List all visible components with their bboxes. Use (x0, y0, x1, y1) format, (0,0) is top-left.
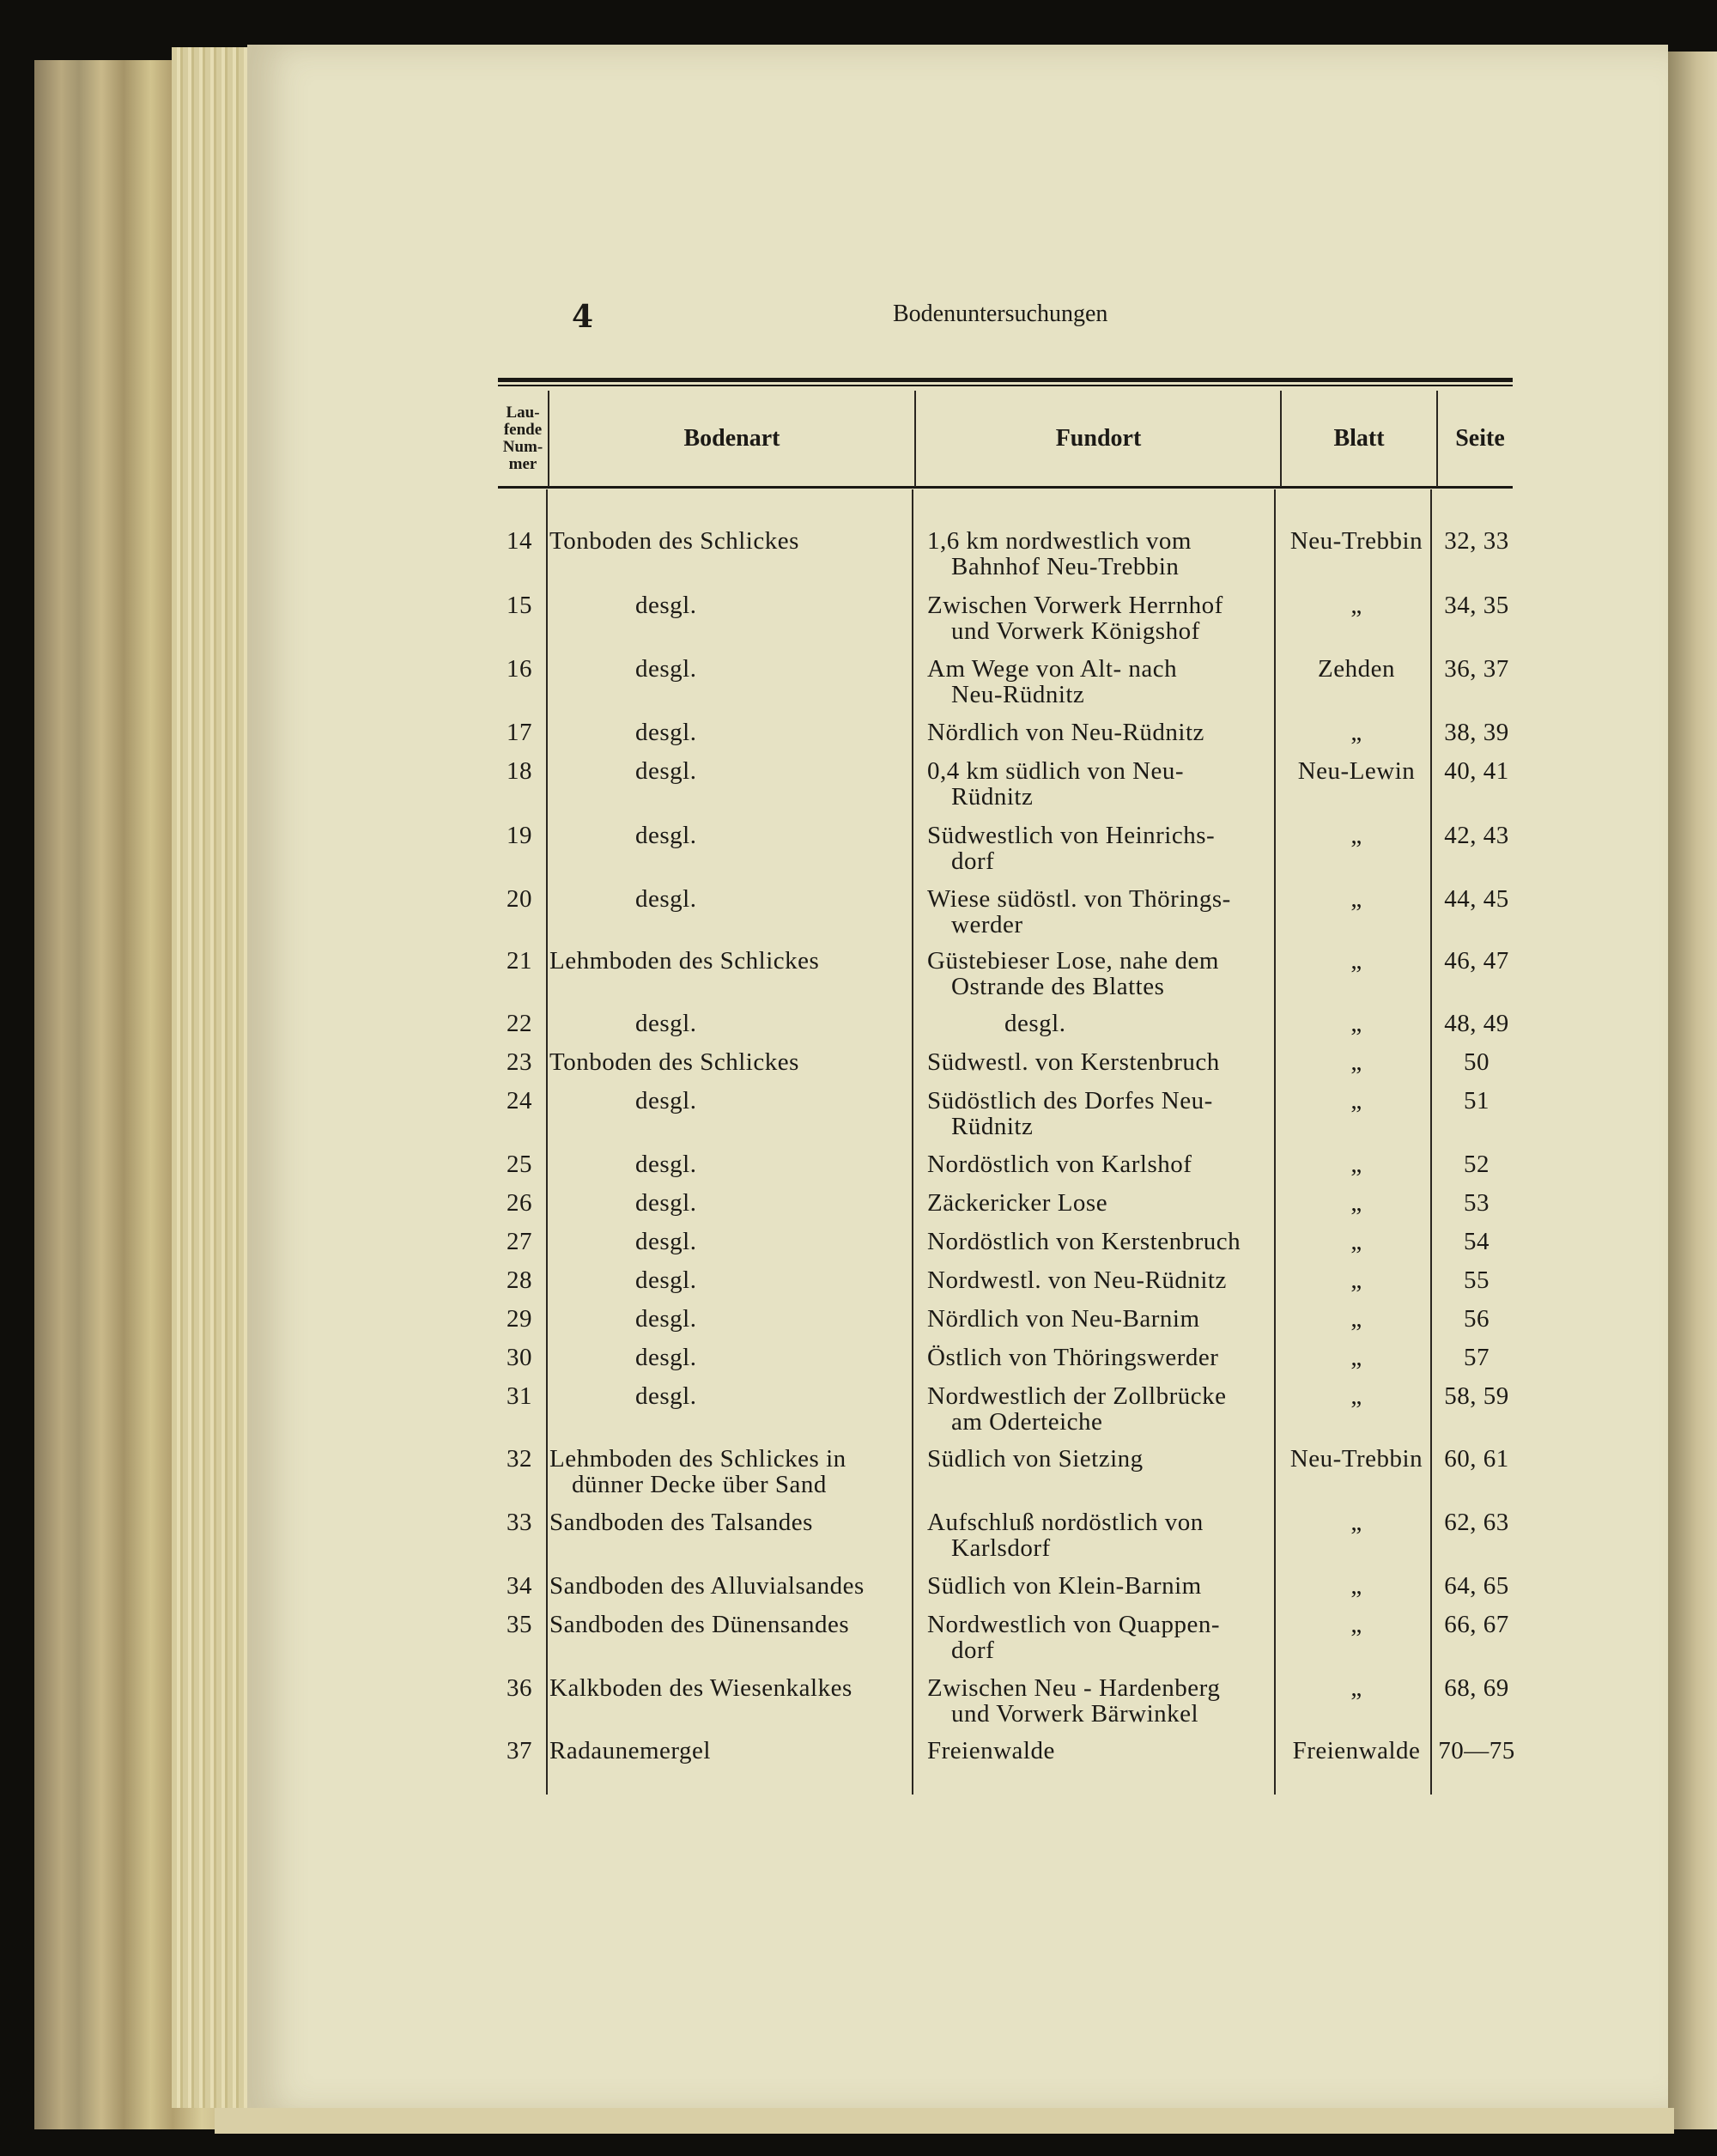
bodenart-line: desgl. (635, 1010, 697, 1037)
fundort-line: Aufschluß nordöstlich von (927, 1509, 1204, 1536)
col-header-num-line: mer (508, 455, 537, 473)
blatt-cell: „ (1350, 885, 1362, 913)
bodenart-cell (549, 1088, 910, 1114)
fundort-line: Rüdnitz (951, 783, 1034, 811)
bodenart-line: desgl. (635, 1344, 697, 1371)
blatt-cell: „ (1350, 1344, 1362, 1371)
bodenart-cell (549, 720, 910, 745)
fundort-cell (927, 1446, 1271, 1472)
fundort-line: Nördlich von Neu-Rüdnitz (927, 719, 1204, 746)
book-page (247, 45, 1668, 2114)
row-number: 29 (507, 1305, 532, 1333)
bodenart-cell (549, 948, 910, 974)
fundort-cell (927, 1509, 1271, 1561)
fundort-line: Südlich von Klein-Barnim (927, 1572, 1202, 1600)
bottom-edge (215, 2108, 1674, 2134)
row-number: 35 (507, 1611, 532, 1638)
col-header-num (498, 391, 548, 487)
bodenart-line: Lehmboden des Schlickes (549, 947, 820, 975)
bodenart-line: desgl. (635, 757, 697, 785)
seite-cell: 42, 43 (1444, 822, 1509, 849)
fundort-line: Rüdnitz (951, 1113, 1034, 1140)
fundort-line: Nördlich von Neu-Barnim (927, 1305, 1200, 1333)
fundort-line: 1,6 km nordwestlich vom (927, 527, 1192, 555)
fundort-cell (927, 656, 1271, 708)
row-number: 19 (507, 822, 532, 849)
fundort-cell (927, 1267, 1271, 1293)
fundort-line: Neu-Rüdnitz (951, 681, 1085, 708)
bodenart-cell (549, 1509, 910, 1535)
bodenart-line: desgl. (635, 1228, 697, 1255)
blatt-cell: „ (1350, 1048, 1362, 1076)
row-number: 17 (507, 719, 532, 746)
fundort-line: Freienwalde (927, 1737, 1055, 1764)
fundort-cell (927, 1049, 1271, 1075)
row-number: 20 (507, 885, 532, 913)
bodenart-cell (549, 758, 910, 784)
header-rule-top-thin (498, 385, 1513, 386)
col-header-fundort: Fundort (1055, 425, 1142, 452)
bodenart-line: desgl. (635, 822, 697, 849)
seite-cell: 48, 49 (1444, 1010, 1509, 1037)
seite-cell: 58, 59 (1444, 1382, 1509, 1410)
bodenart-cell (549, 886, 910, 912)
bodenart-cell (549, 1151, 910, 1177)
bodenart-line: desgl. (635, 885, 697, 913)
bodenart-line: desgl. (635, 1305, 697, 1333)
fundort-line: Zäckericker Lose (927, 1189, 1108, 1217)
blatt-cell: „ (1350, 1189, 1362, 1217)
row-number: 32 (507, 1445, 532, 1473)
bodenart-cell (549, 1190, 910, 1216)
blatt-cell: „ (1350, 1611, 1362, 1638)
bodenart-cell (549, 1049, 910, 1075)
bodenart-line: Sandboden des Talsandes (549, 1509, 813, 1536)
fundort-cell (927, 1675, 1271, 1727)
blatt-cell: „ (1350, 1087, 1362, 1114)
row-number: 21 (507, 947, 532, 975)
bodenart-cell (549, 1229, 910, 1254)
fundort-cell (927, 1738, 1271, 1764)
row-number: 14 (507, 527, 532, 555)
row-number: 33 (507, 1509, 532, 1536)
bodenart-line: Sandboden des Alluvialsandes (549, 1572, 865, 1600)
fundort-line: Wiese südöstl. von Thörings- (927, 885, 1231, 913)
page-title: Bodenuntersuchungen (893, 301, 1108, 327)
row-number: 37 (507, 1737, 532, 1764)
bodenart-cell (549, 1306, 910, 1332)
row-number: 22 (507, 1010, 532, 1037)
bodenart-cell (549, 823, 910, 848)
facing-page-edge (1665, 52, 1717, 2129)
column-divider (912, 489, 913, 1795)
row-number: 31 (507, 1382, 532, 1410)
row-number: 25 (507, 1151, 532, 1178)
col-header-num-line: Num- (502, 438, 543, 456)
seite-cell: 55 (1464, 1266, 1489, 1294)
fundort-cell (927, 948, 1271, 999)
row-number: 26 (507, 1189, 532, 1217)
seite-cell: 57 (1464, 1344, 1489, 1371)
seite-cell: 68, 69 (1444, 1674, 1509, 1702)
header-divider (1436, 391, 1438, 487)
fundort-line: Nordwestl. von Neu-Rüdnitz (927, 1266, 1227, 1294)
bodenart-cell (549, 1612, 910, 1637)
fundort-cell (927, 528, 1271, 580)
blatt-cell: „ (1350, 1266, 1362, 1294)
fundort-cell (927, 1151, 1271, 1177)
blatt-cell: „ (1350, 719, 1362, 746)
blatt-cell: „ (1350, 1382, 1362, 1410)
fundort-cell (927, 1383, 1271, 1435)
bodenart-line: desgl. (635, 1382, 697, 1410)
row-number: 16 (507, 655, 532, 683)
seite-cell: 38, 39 (1444, 719, 1509, 746)
col-header-seite: Seite (1455, 425, 1505, 452)
seite-cell: 70—75 (1438, 1737, 1515, 1764)
blatt-cell: Freienwalde (1292, 1737, 1421, 1764)
bodenart-line: desgl. (635, 592, 697, 619)
running-head (489, 292, 1520, 335)
row-number: 30 (507, 1344, 532, 1371)
header-divider (548, 391, 549, 487)
fundort-line: dorf (951, 847, 995, 875)
fundort-line: dorf (951, 1637, 995, 1664)
fundort-line: Am Wege von Alt- nach (927, 655, 1178, 683)
bodenart-line: Tonboden des Schlickes (549, 527, 799, 555)
blatt-cell: „ (1350, 1509, 1362, 1536)
bodenart-cell (549, 1573, 910, 1599)
blatt-cell: „ (1350, 947, 1362, 975)
bodenart-cell (549, 1446, 910, 1497)
bodenart-line: desgl. (635, 1189, 697, 1217)
seite-cell: 40, 41 (1444, 757, 1509, 785)
bodenart-cell (549, 1383, 910, 1409)
row-number: 34 (507, 1572, 532, 1600)
column-divider (1274, 489, 1276, 1795)
fundort-cell (927, 1011, 1271, 1036)
row-number: 15 (507, 592, 532, 619)
bodenart-cell (549, 1011, 910, 1036)
bodenart-cell (549, 1738, 910, 1764)
bodenart-cell (549, 656, 910, 682)
fundort-line: werder (951, 911, 1023, 938)
header-divider (1280, 391, 1282, 487)
bodenart-cell (549, 1267, 910, 1293)
seite-cell: 66, 67 (1444, 1611, 1509, 1638)
seite-cell: 32, 33 (1444, 527, 1509, 555)
bodenart-cell (549, 1345, 910, 1370)
fundort-line: Südöstlich des Dorfes Neu- (927, 1087, 1213, 1114)
bodenart-line: Sandboden des Dünensandes (549, 1611, 850, 1638)
row-number: 36 (507, 1674, 532, 1702)
seite-cell: 54 (1464, 1228, 1489, 1255)
bodenart-line: desgl. (635, 655, 697, 683)
blatt-cell: Zehden (1318, 655, 1395, 683)
fundort-line: Zwischen Vorwerk Herrnhof (927, 592, 1223, 619)
fundort-line: desgl. (1004, 1010, 1066, 1037)
fundort-cell (927, 592, 1271, 644)
bodenart-line: desgl. (635, 1151, 697, 1178)
column-divider (1430, 489, 1432, 1795)
blatt-cell: „ (1350, 1305, 1362, 1333)
fundort-line: Bahnhof Neu-Trebbin (951, 553, 1180, 580)
bodenart-cell (549, 592, 910, 618)
bodenart-cell (549, 528, 910, 554)
seite-cell: 62, 63 (1444, 1509, 1509, 1536)
bodenart-line: desgl. (635, 1087, 697, 1114)
header-rule-top (498, 378, 1513, 382)
fundort-cell (927, 720, 1271, 745)
fundort-line: Südwestlich von Heinrichs- (927, 822, 1216, 849)
bodenart-line: Tonboden des Schlickes (549, 1048, 799, 1076)
fundort-cell (927, 1345, 1271, 1370)
seite-cell: 64, 65 (1444, 1572, 1509, 1600)
fundort-line: Nordöstlich von Kerstenbruch (927, 1228, 1241, 1255)
col-header-bodenart: Bodenart (683, 425, 780, 452)
bodenart-cell (549, 1675, 910, 1701)
fundort-cell (927, 1612, 1271, 1663)
fundort-cell (927, 758, 1271, 810)
page-number: 4 (572, 299, 594, 335)
fundort-cell (927, 823, 1271, 874)
seite-cell: 60, 61 (1444, 1445, 1509, 1473)
fundort-line: Nordwestlich der Zollbrücke (927, 1382, 1227, 1410)
seite-cell: 50 (1464, 1048, 1489, 1076)
fundort-cell (927, 886, 1271, 938)
row-number: 28 (507, 1266, 532, 1294)
fundort-cell (927, 1190, 1271, 1216)
col-header-num-line: Lau- (506, 404, 540, 422)
seite-cell: 44, 45 (1444, 885, 1509, 913)
fundort-line: und Vorwerk Königshof (951, 617, 1200, 645)
bodenart-line: Radaunemergel (549, 1737, 711, 1764)
column-divider (546, 489, 548, 1795)
blatt-cell: Neu-Trebbin (1289, 527, 1423, 555)
fundort-line: Zwischen Neu - Hardenberg (927, 1674, 1221, 1702)
fundort-line: Ostrande des Blattes (951, 973, 1165, 1000)
row-number: 27 (507, 1228, 532, 1255)
seite-cell: 34, 35 (1444, 592, 1509, 619)
bodenart-line: dünner Decke über Sand (572, 1471, 827, 1498)
blatt-cell: Neu-Lewin (1297, 757, 1416, 785)
blatt-cell: Neu-Trebbin (1289, 1445, 1423, 1473)
blatt-cell: „ (1350, 592, 1362, 619)
fundort-cell (927, 1088, 1271, 1139)
blatt-cell: „ (1350, 1228, 1362, 1255)
fundort-cell (927, 1306, 1271, 1332)
row-number: 23 (507, 1048, 532, 1076)
fundort-line: Östlich von Thöringswerder (927, 1344, 1219, 1371)
blatt-cell: „ (1350, 1674, 1362, 1702)
col-header-blatt: Blatt (1333, 425, 1385, 452)
bodenart-line: desgl. (635, 1266, 697, 1294)
fundort-line: Güstebieser Lose, nahe dem (927, 947, 1219, 975)
row-number: 18 (507, 757, 532, 785)
fundort-line: Karlsdorf (951, 1534, 1051, 1562)
bodenart-line: Kalkboden des Wiesenkalkes (549, 1674, 852, 1702)
seite-cell: 52 (1464, 1151, 1489, 1178)
fundort-line: Südlich von Sietzing (927, 1445, 1144, 1473)
seite-cell: 36, 37 (1444, 655, 1509, 683)
blatt-cell: „ (1350, 1572, 1362, 1600)
seite-cell: 46, 47 (1444, 947, 1509, 975)
bodenart-line: desgl. (635, 719, 697, 746)
fundort-cell (927, 1573, 1271, 1599)
blatt-cell: „ (1350, 822, 1362, 849)
seite-cell: 56 (1464, 1305, 1489, 1333)
blatt-cell: „ (1350, 1010, 1362, 1037)
fundort-line: Nordöstlich von Karlshof (927, 1151, 1192, 1178)
fundort-line: Südwestl. von Kerstenbruch (927, 1048, 1220, 1076)
seite-cell: 51 (1464, 1087, 1489, 1114)
fundort-line: 0,4 km südlich von Neu- (927, 757, 1185, 785)
header-divider (914, 391, 916, 487)
bodenart-line: Lehmboden des Schlickes in (549, 1445, 846, 1473)
row-number: 24 (507, 1087, 532, 1114)
fundort-line: am Oderteiche (951, 1408, 1103, 1436)
fundort-line: und Vorwerk Bärwinkel (951, 1700, 1199, 1728)
seite-cell: 53 (1464, 1189, 1489, 1217)
fundort-line: Nordwestlich von Quappen- (927, 1611, 1221, 1638)
blatt-cell: „ (1350, 1151, 1362, 1178)
fundort-cell (927, 1229, 1271, 1254)
col-header-num-line: fende (503, 421, 543, 439)
